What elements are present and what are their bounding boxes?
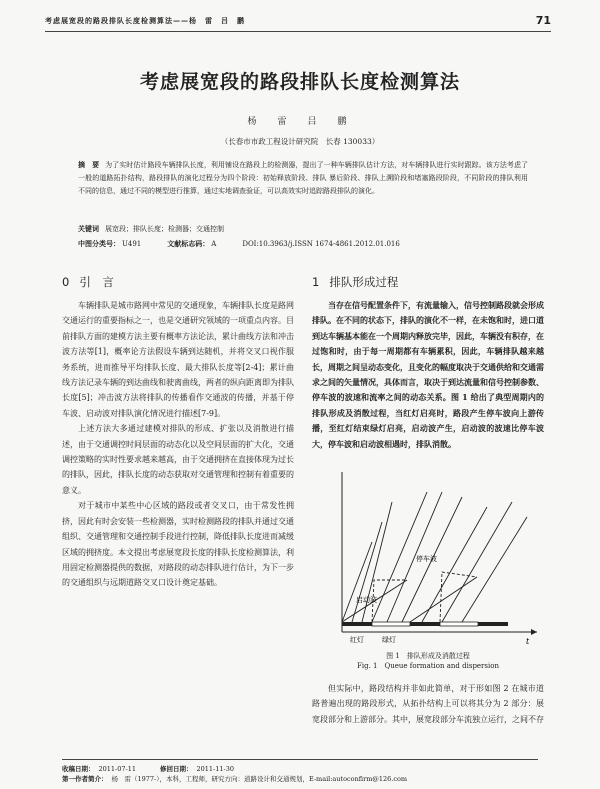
queue-diagram xyxy=(312,462,544,647)
received-date: 2011-07-11 xyxy=(98,765,136,773)
paper-title: 考虑展宽段的路段排队长度检测算法 xyxy=(139,71,460,93)
section-1-number: 1 xyxy=(312,275,320,289)
running-header xyxy=(45,14,551,32)
running-title: 考虑展宽段的路段排队长度检测算法——杨 雷 吕 鹏 xyxy=(45,16,245,25)
left-column xyxy=(62,274,294,591)
bio-label: 第一作者简介： xyxy=(62,775,108,783)
time-axis-label: t xyxy=(526,637,530,647)
classification-line xyxy=(78,239,548,249)
abstract-label: 摘 要 xyxy=(78,161,100,169)
axis-arrow-icon xyxy=(531,629,537,635)
doc-code-label: 文献标志码： xyxy=(167,240,210,248)
intro-paragraph-2: 上述方法大多通过建模对排队的形成、扩张以及消散进行描述，由于交通调控时间层面的动态化以及空间层面的扩大化，交通调控策略的实时性要求越来越高，由于交通拥挤在直接体现为过长的排队，因此，排队长度的动态获取对交通管理和控制有着重要的意义。 xyxy=(62,424,294,495)
trajectory xyxy=(362,502,392,622)
intro-paragraph-3: 对于城市中某些中心区域的路段或者交叉口，由于常发性拥挤，因此有时会安装一些检测器，实时检测路段的排队并通过交通组织、交通管理和交通控制手段进行控制，降低排队长度进而减缓区域的拥挤度。本文提出考虑展宽段长度的排队长度检测算法，利用固定检测器提供的数据，对路段的动态排队进行估计，为下一步的交通组织与远期道路交叉口设计奠定基础。 xyxy=(62,501,294,588)
clc-code: U491 xyxy=(122,240,142,248)
authors: 杨 雷 吕 鹏 xyxy=(247,117,353,127)
section-0-title: 引 言 xyxy=(79,275,114,289)
red-phase-bar-1 xyxy=(342,622,372,626)
right-column xyxy=(312,274,544,727)
section-1-heading xyxy=(312,274,544,290)
abstract-text: 为了实时估计路段车辆排队长度，利用铺设在路段上的检测器，提出了一种车辆排队估计方法，对车辆排队进行实时跟踪。该方法考虑了一般的道路拓扑结构，路段排队的演化过程分为四个阶段：初始释放阶段、排队 暴后阶段、排队上溯阶段和堵塞路段阶段，不同阶段的排队利用不同的信息，通过不同的模型进行推算，通过实地调查验证，可以高效实时追踪路段排队的演化。 xyxy=(78,161,529,195)
green-phase-bar-1 xyxy=(372,622,410,626)
section-1-paragraph-1: 当存在信号配置条件下，有流量输入，信号控制路段就会形成排队。在不同的状态下，排队的演化不一样，在未饱和时，进口道到达车辆基本能在一个周期内释放完毕，因此，车辆没有积存，在过饱和时，由于每一周期都有车辆累积，因此，车辆排队越来越长，周期之间呈动态变化，且变化的幅度取决于交通供给和交通需求之间的矢量情况，具体而言，取决于到达流量和信号控制参数、停车波的波速和流率之间的动态关系。图 1 给出了典型周期内的排队形成及消散过程，当红灯启亮时，路段产生停车波向上游传播，至红灯结束绿灯启亮，启动波产生，启动波的波速比停车波大，停车波和启动波相遇时，排队消散。 xyxy=(312,300,544,449)
author-bio: 杨 雷（1977-），本科，工程师，研究方向：道路设计和交通规划，E-mail:autoconfirm@126.com xyxy=(111,775,408,783)
author-bio-line xyxy=(62,774,538,784)
section-0-heading xyxy=(62,274,294,290)
footnote xyxy=(62,759,538,784)
red-phase-label: 红灯 xyxy=(350,636,364,645)
trajectory xyxy=(442,502,512,622)
abstract xyxy=(78,159,528,198)
figure-1 xyxy=(312,462,544,647)
figure-caption-en: Fig. 1 Queue formation and dispersion xyxy=(357,662,499,671)
starting-wave-label: 启动波 xyxy=(356,596,377,605)
revised-label: 修回日期： xyxy=(159,765,193,773)
keywords-label: 关键词 xyxy=(78,225,99,233)
intro-paragraph-1: 车辆排队是城市路网中常见的交通现象，车辆排队长度是路网交通运行的重要指标之一，也是交通研究领域的一项重点内容。目前排队方面的建模方法主要有概率方法论法，累计曲线方法和冲击波方法等[1]，概率论方法假设车辆到达随机，并将交叉口视作服务系统，进而推导平均排队长度、最大排队长度等[2-4]；累计曲线方法记录车辆的到达曲线和驶离曲线，两者的纵向距离即为排队长度[5]；冲击波方法将排队的传播看作交通波的传播，并基于停车波、启动波对排队演化情况进行描述[7-9]。 xyxy=(62,301,294,418)
affiliation: （长春市市政工程设计研究院 长春 130033） xyxy=(220,137,380,146)
red-phase-bar-3 xyxy=(478,622,508,626)
keywords-text: 展宽段；排队长度；检测器；交通控制 xyxy=(105,225,224,233)
trajectory xyxy=(342,542,372,622)
dates-line xyxy=(62,764,538,774)
red-phase-bar-2 xyxy=(410,622,440,626)
section-1-title: 排队形成过程 xyxy=(329,275,399,289)
keywords xyxy=(78,224,528,234)
section-0-number: 0 xyxy=(62,275,70,289)
section-1-paragraph-2: 但实际中，路段结构并非如此简单，对于形如图 2 在城市道路普遍出现的路段形式，从拓扑结构上可以将其分为 2 部分：展宽段部分和上游部分。其中，展宽段部分车流独立运行，之间不存 xyxy=(312,684,544,724)
trajectory xyxy=(422,507,487,622)
figure-caption-cn: 图 1 排队形成及消散过程 xyxy=(386,652,470,661)
doi: DOI:10.3963/j.ISSN 1674-4861.2012.01.016 xyxy=(242,240,400,248)
doc-code: A xyxy=(211,240,217,248)
revised-date: 2011-11-30 xyxy=(196,765,234,773)
page-number: 71 xyxy=(535,14,551,27)
trajectory xyxy=(352,522,382,622)
green-phase-bar-2 xyxy=(440,622,478,626)
received-label: 收稿日期： xyxy=(62,765,95,773)
clc-label: 中图分类号： xyxy=(78,240,120,248)
green-phase-label: 绿灯 xyxy=(382,636,396,645)
stopping-wave-label: 停车波 xyxy=(416,555,437,564)
